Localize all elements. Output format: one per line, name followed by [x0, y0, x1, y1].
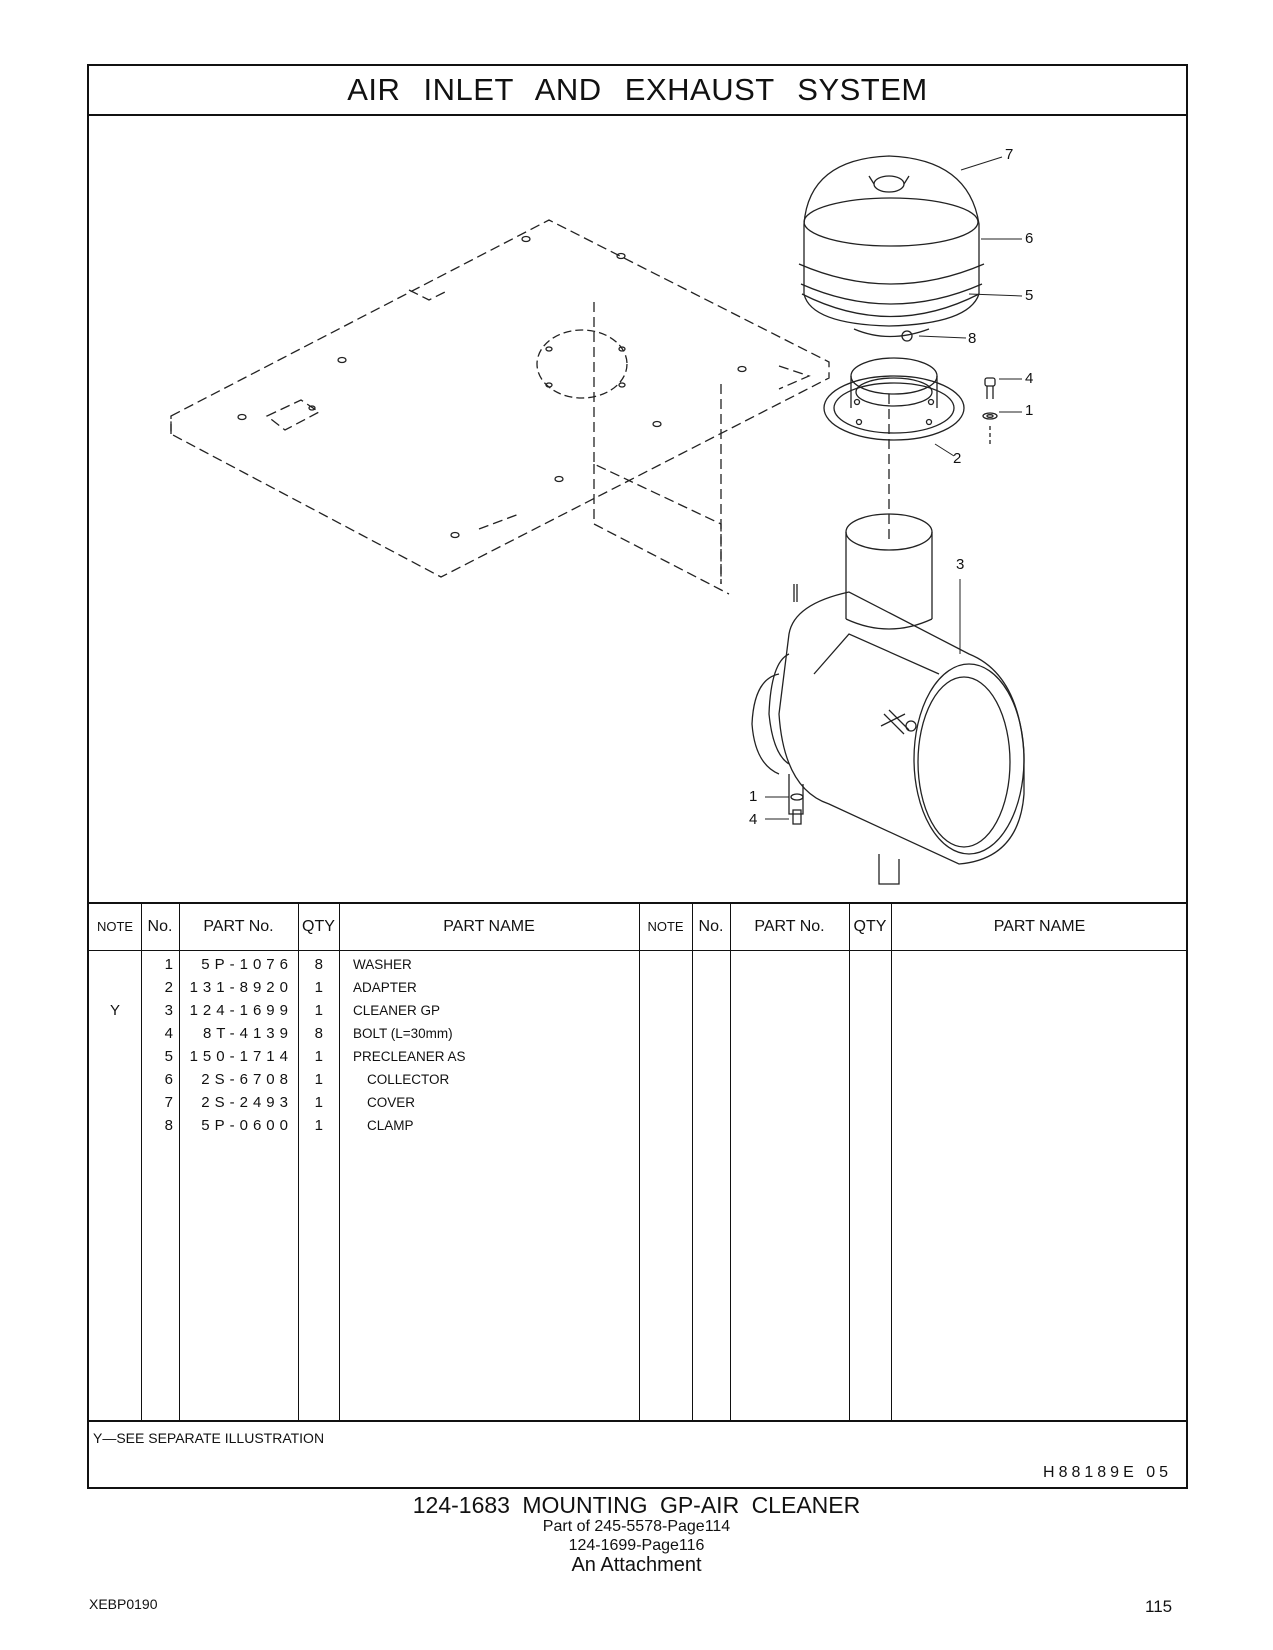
parts-page-frame — [87, 64, 1188, 1489]
table-footnote — [89, 1420, 1186, 1481]
header-part-no-left: PART No. — [203, 918, 274, 935]
page-number: 115 — [1145, 1597, 1173, 1616]
cleaner-group — [752, 514, 1024, 884]
callout-7: 7 — [1005, 146, 1014, 163]
page-title: AIR INLET AND EXHAUST SYSTEM — [89, 66, 1186, 116]
table-row: 4 8T-4139 8 BOLT (L=30mm) — [164, 1025, 453, 1042]
table-row: 8 5P-0600 1 CLAMP — [164, 1117, 414, 1134]
caption-reference-2: 124-1699-Page116 — [568, 1537, 705, 1554]
callout-4-bottom: 4 — [749, 811, 758, 828]
table-row: 1 5P-1076 8 WASHER — [164, 956, 412, 973]
illustration-code: H88189E 05 — [1043, 1464, 1172, 1481]
adapter — [824, 358, 964, 440]
bolt-and-washer-bottom — [791, 794, 803, 824]
bolt-and-washer-top — [983, 378, 997, 444]
footnote-text: Y―SEE SEPARATE ILLUSTRATION — [93, 1430, 325, 1446]
header-note-left: NOTE — [96, 919, 134, 934]
group-caption: 124-1683 MOUNTING GP-AIR CLEANER — [412, 1492, 861, 1518]
table-row: Y 3 124-1699 1 CLEANER GP — [109, 1002, 441, 1019]
callout-6: 6 — [1025, 230, 1034, 247]
table-row: 5 150-1714 1 PRECLEANER AS — [164, 1048, 466, 1065]
header-part-no-right: PART No. — [754, 918, 825, 935]
header-no-left: No. — [147, 918, 173, 935]
table-row: 2 131-8920 1 ADAPTER — [164, 979, 417, 996]
header-note-right: NOTE — [647, 919, 684, 934]
table-row: 7 2S-2493 1 COVER — [164, 1094, 416, 1111]
precleaner-cover — [799, 156, 984, 341]
header-qty-right: QTY — [853, 918, 887, 935]
document-id: XEBP0190 — [89, 1596, 158, 1612]
callout-1-top: 1 — [1025, 402, 1034, 419]
callout-8: 8 — [968, 330, 977, 347]
parts-table — [89, 902, 1186, 1422]
caption-reference-1: Part of 245-5578-Page114 — [542, 1518, 731, 1535]
table-row: 6 2S-6708 1 COLLECTOR — [164, 1071, 450, 1088]
exploded-view-illustration — [89, 114, 1186, 902]
mounting-plate — [171, 220, 889, 594]
caption-attachment: An Attachment — [571, 1554, 702, 1576]
header-no-right: No. — [698, 918, 724, 935]
callout-2: 2 — [953, 450, 962, 467]
header-part-name-left: PART NAME — [443, 918, 535, 935]
header-part-name-right: PART NAME — [993, 918, 1086, 935]
callout-3: 3 — [956, 556, 965, 573]
air-cleaner-drawing — [89, 114, 1186, 902]
header-qty-left: QTY — [302, 918, 335, 935]
callout-1-bottom: 1 — [749, 788, 758, 805]
callout-4-top: 4 — [1025, 370, 1034, 387]
callout-5: 5 — [1025, 287, 1034, 304]
